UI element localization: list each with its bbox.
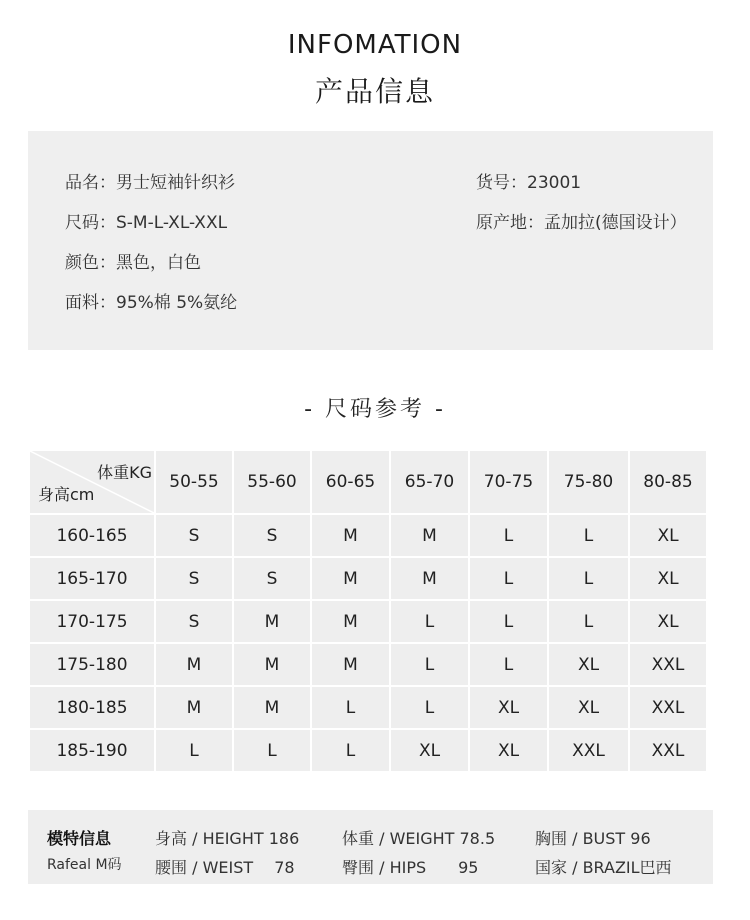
table-row <box>30 687 706 728</box>
height-cell: 160-165 <box>30 515 154 556</box>
size-cell: XXL <box>630 687 706 728</box>
size-cell: L <box>391 644 468 685</box>
size-cell: S <box>156 601 232 642</box>
size-chart-title: - 尺码参考 - <box>304 397 446 422</box>
size-cell: M <box>234 601 310 642</box>
weight-axis-label: 体重KG <box>97 463 152 482</box>
size-cell: XL <box>470 687 547 728</box>
weight-header-cell: 55-60 <box>234 451 310 513</box>
size-cell: M <box>234 644 310 685</box>
size-cell: L <box>312 687 389 728</box>
model-country: 国家 / BRAZIL巴西 <box>535 858 672 877</box>
size-cell: S <box>156 515 232 556</box>
size-cell: M <box>312 515 389 556</box>
product-item-number: 货号：23001 <box>476 173 582 193</box>
model-weight: 体重 / WEIGHT 78.5 <box>342 829 496 848</box>
height-cell: 165-170 <box>30 558 154 599</box>
model-waist: 腰围 / WEIST 78 <box>155 858 295 877</box>
size-cell: L <box>312 730 389 771</box>
model-info-panel <box>28 810 713 884</box>
size-cell: M <box>156 644 232 685</box>
size-cell: XL <box>470 730 547 771</box>
size-cell: M <box>312 601 389 642</box>
size-cell: XL <box>549 687 628 728</box>
model-info-label: 模特信息 <box>47 829 112 848</box>
size-cell: L <box>156 730 232 771</box>
product-name: 品名：男士短袖针织衫 <box>65 173 235 193</box>
size-cell: XXL <box>549 730 628 771</box>
weight-header-cell: 65-70 <box>391 451 468 513</box>
table-row <box>30 515 706 556</box>
product-info-panel <box>28 131 713 350</box>
size-cell: M <box>234 687 310 728</box>
weight-header-cell: 50-55 <box>156 451 232 513</box>
product-colors: 颜色：黑色，白色 <box>65 253 201 273</box>
weight-header-cell: 80-85 <box>630 451 706 513</box>
product-sizes: 尺码：S-M-L-XL-XXL <box>65 213 228 233</box>
size-cell: XL <box>630 601 706 642</box>
size-cell: M <box>391 515 468 556</box>
model-bust: 胸围 / BUST 96 <box>535 829 651 848</box>
model-name: Rafeal M码 <box>47 857 122 873</box>
size-cell: S <box>156 558 232 599</box>
table-row <box>30 730 706 771</box>
size-cell: S <box>234 515 310 556</box>
size-cell: L <box>470 644 547 685</box>
size-cell: XL <box>391 730 468 771</box>
weight-header-cell: 75-80 <box>549 451 628 513</box>
size-cell: L <box>549 601 628 642</box>
size-cell: M <box>312 644 389 685</box>
size-cell: L <box>391 601 468 642</box>
size-cell: L <box>234 730 310 771</box>
size-cell: L <box>549 515 628 556</box>
weight-header-cell: 70-75 <box>470 451 547 513</box>
size-cell: XL <box>630 515 706 556</box>
size-cell: L <box>470 558 547 599</box>
size-cell: L <box>470 515 547 556</box>
size-cell: L <box>549 558 628 599</box>
model-hips: 臀围 / HIPS 95 <box>342 858 479 877</box>
title-chinese: 产品信息 <box>314 75 435 108</box>
weight-header-cell: 60-65 <box>312 451 389 513</box>
height-cell: 170-175 <box>30 601 154 642</box>
table-row <box>30 601 706 642</box>
title-english: INFOMATION <box>287 30 463 60</box>
size-cell: S <box>234 558 310 599</box>
size-cell: M <box>391 558 468 599</box>
product-origin: 原产地：孟加拉(德国设计） <box>476 213 687 233</box>
size-cell: M <box>156 687 232 728</box>
size-cell: XXL <box>630 730 706 771</box>
size-cell: XXL <box>630 644 706 685</box>
height-cell: 185-190 <box>30 730 154 771</box>
size-chart-table <box>28 449 708 773</box>
size-chart-corner-cell <box>30 451 154 513</box>
height-cell: 180-185 <box>30 687 154 728</box>
size-cell: L <box>391 687 468 728</box>
height-cell: 175-180 <box>30 644 154 685</box>
height-axis-label: 身高cm <box>38 485 95 504</box>
size-cell: M <box>312 558 389 599</box>
product-material: 面料：95%棉 5%氨纶 <box>65 293 238 313</box>
size-cell: L <box>470 601 547 642</box>
size-cell: XL <box>630 558 706 599</box>
table-row <box>30 558 706 599</box>
model-height: 身高 / HEIGHT 186 <box>155 829 300 848</box>
size-cell: XL <box>549 644 628 685</box>
table-row <box>30 644 706 685</box>
size-chart-header-row <box>30 451 706 513</box>
